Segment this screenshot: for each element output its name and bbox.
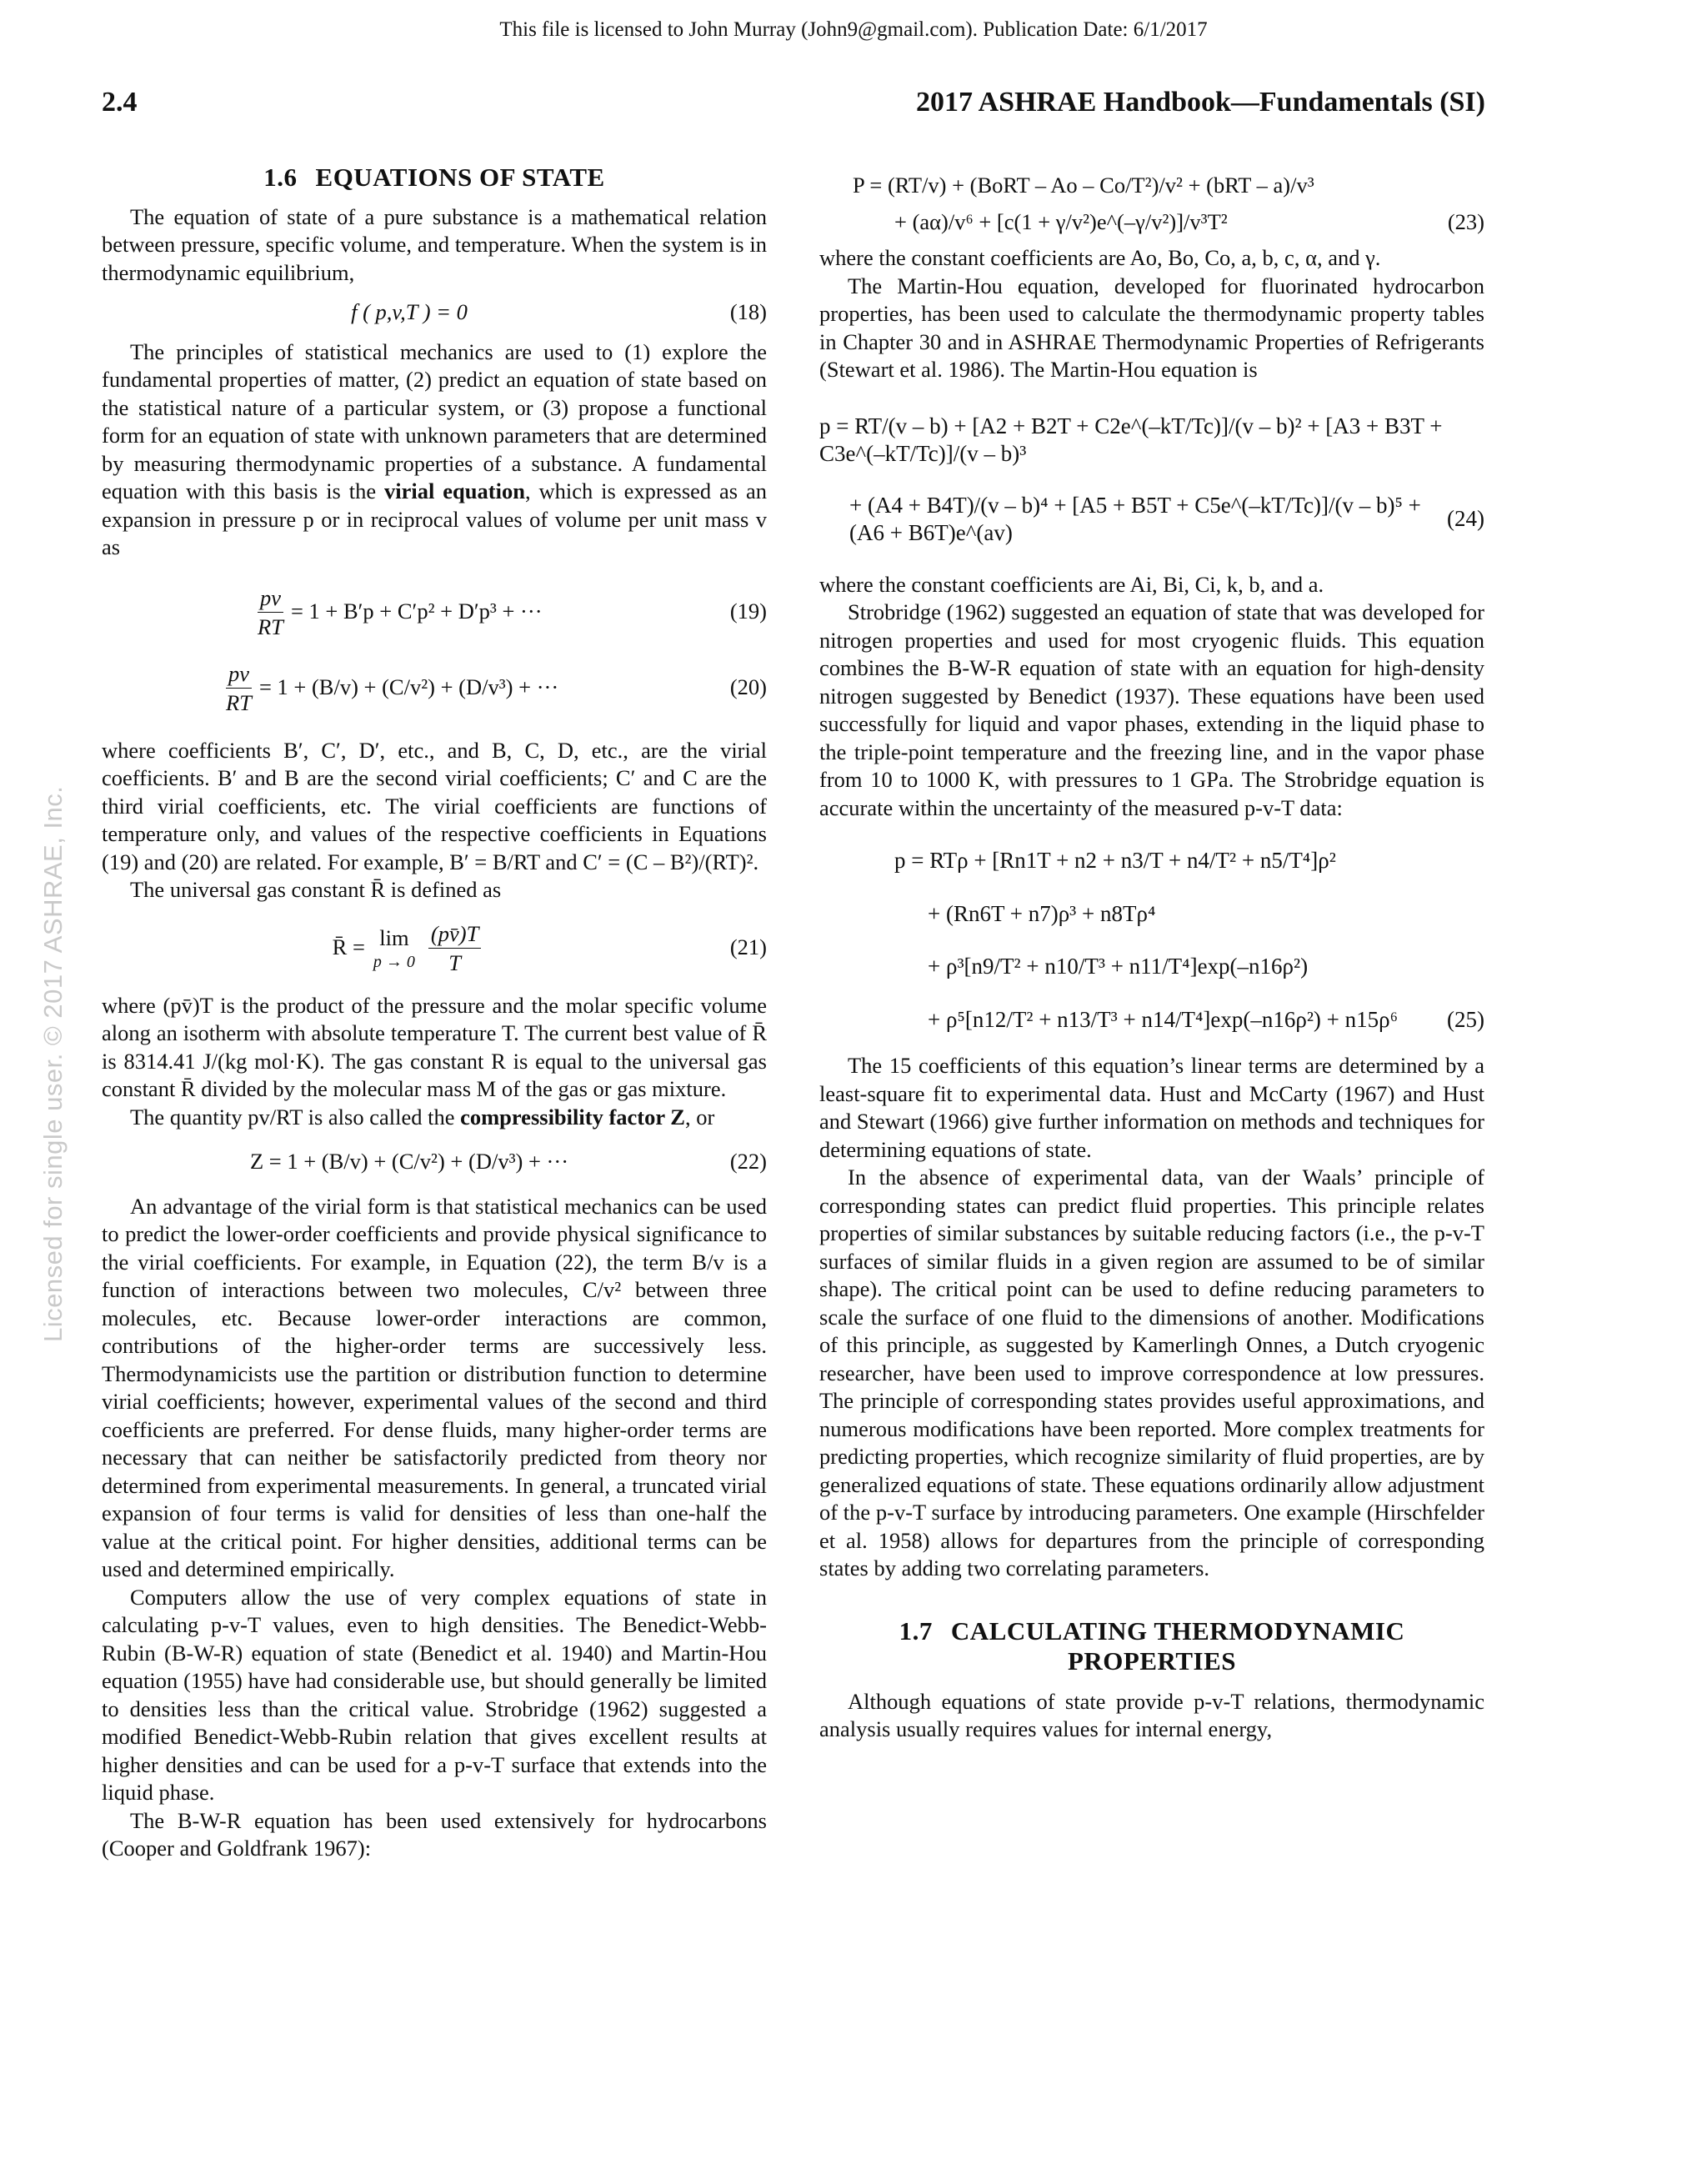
equation-number: (19) (729, 599, 767, 624)
equation-22 (102, 1148, 767, 1176)
equation-23 (819, 172, 1484, 236)
denominator: T (448, 949, 461, 975)
limit (373, 924, 415, 971)
numerator: pv (226, 659, 252, 689)
paragraph: An advantage of the virial form is that statistical mechanics can be used to predict the lower-order coefficients and provide physical significance to the virial coefficients. For example, in Equation (22), the term B/v is a function of interactions between two molecules, C/v² between three molecules, etc. Because lower-order interactions are common, contributions of the higher-order terms are successively less. Thermodynamicists use the partition or distribution function to determine virial coefficients; however, experimental values of the second and third coefficients are preferred. For dense fluids, many higher-order terms are necessary that can neither be satisfactorily predicted from theory nor determined from experimental measurements. In general, a truncated virial expansion of four terms is valid for densities of less than one-half the value at the critical point. For higher densities, additional terms can be used and determined empirically. (102, 1193, 767, 1581)
equation-line: + ρ³[n9/T² + n10/T³ + n11/T⁴]exp(–n16ρ²) (928, 954, 1309, 979)
section-heading-1-7 (819, 1616, 1484, 1676)
paragraph: Although equations of state provide p-v-T relations, thermodynamic analysis usually requires values for internal energy, (819, 1688, 1484, 1741)
paragraph: where coefficients B′, C′, D′, etc., and B, C, D, etc., are the virial coefficients. B′ and B are the second virial coefficients; C′ and C are the third virial coefficients, etc. The virial coefficients are functions of temperature only, and values of the respective coefficients in Equations (19) and (20) are related. For example, B′ = B/RT and C′ = (C – B²)/(RT)². (102, 737, 767, 874)
equation-line: p = RTρ + [Rn1T + n2 + n3/T + n4/T² + n5/T⁴]ρ² (894, 848, 1336, 873)
denominator: RT (226, 689, 252, 715)
bold-term: compressibility factor Z (460, 1104, 685, 1130)
text-run: The quantity pv/RT is also called the (130, 1104, 461, 1130)
side-license-watermark: Licensed for single user. © 2017 ASHRAE, Inc. (38, 785, 68, 1342)
equation-line: P = (RT/v) + (BoRT – Ao – Co/T²)/v² + (bRT – a)/v³ (853, 173, 1314, 198)
fraction (428, 919, 481, 977)
equation-number: (23) (1447, 208, 1484, 234)
equation-body: Z = 1 + (B/v) + (C/v²) + (D/v³) + ··· (249, 1149, 569, 1174)
limit-subscript: p → 0 (373, 952, 415, 971)
paragraph: where the constant coefficients are Ao, Bo, Co, a, b, c, α, and γ. (819, 245, 1381, 270)
equation-21 (102, 919, 767, 977)
paragraph: where the constant coefficients are Ai, Bi, Ci, k, b, and a. (819, 571, 1324, 597)
page-number: 2.4 (102, 87, 138, 118)
equation-rhs: = 1 + (B/v) + (C/v²) + (D/v³) + ··· (258, 674, 559, 700)
equation-20 (102, 659, 767, 717)
equation-rhs: = 1 + B′p + C′p² + D′p³ + ··· (290, 599, 543, 624)
equation-18 (102, 298, 767, 327)
section-title: EQUATIONS OF STATE (315, 163, 605, 192)
equation-number: (25) (1447, 1006, 1484, 1032)
equation-line: + (aα)/v⁶ + [c(1 + γ/v²)e^(–γ/v²)]/v³T² (894, 208, 1228, 234)
paragraph: Strobridge (1962) suggested an equation of state that was developed for nitrogen properties and used for most cryogenic fluids. This equation combines the B-W-R equation of state with an equation for high-density nitrogen suggested by Benedict (1937). These equations have been used successfully for liquid and vapor phases, extending in the liquid phase to the triple-point temperature and the freezing line, and in the vapor phase from 10 to 1000 K, with pressures to 1 GPa. The Strobridge equation is accurate within the uncertainty of the measured p-v-T data: (819, 599, 1484, 820)
section-number: 1.6 (263, 163, 298, 192)
paragraph: The universal gas constant R̄ is defined as (130, 877, 502, 902)
equation-body: f ( p,v,T ) = 0 (351, 299, 468, 324)
left-column (102, 158, 767, 1863)
paragraph: Computers allow the use of very complex equations of state in calculating p-v-T values, even to high densities. The Benedict-Webb-Rubin (B-W-R) equation of state (Benedict et al. 1940) and Martin-Hou equation (1955) have had considerable use, but should generally be limited to densities less than the critical value. Strobridge (1962) suggested a modified Benedict-Webb-Rubin relation that gives excellent results at higher densities and can be used for a p-v-T surface that extends into the liquid phase. (102, 1584, 767, 1805)
paragraph (102, 1104, 767, 1132)
section-title: CALCULATING THERMODYNAMIC PROPERTIES (950, 1615, 1405, 1676)
equation-number: (24) (1447, 506, 1484, 532)
equation-number: (20) (729, 674, 767, 700)
text-run: , which is expressed as an expansion in pressure p or in reciprocal values of volume per unit mass v as (102, 478, 768, 559)
text-run: , or (684, 1104, 715, 1130)
equation-19 (102, 584, 767, 641)
section-number: 1.7 (899, 1615, 933, 1646)
equation-24 (819, 413, 1484, 548)
fraction (255, 584, 286, 641)
equation-number: (21) (729, 934, 767, 960)
section-heading-1-6 (102, 163, 767, 192)
numerator: pv (258, 584, 283, 613)
paragraph (102, 338, 767, 562)
numerator: (pv̄)T (428, 919, 481, 949)
equation-line: + (A4 + B4T)/(v – b)⁴ + [A5 + B5T + C5e^(–kT/Tc)]/(v – b)⁵ + (A6 + B6T)e^(av) (849, 492, 1421, 545)
license-notice: This file is licensed to John Murray (John9@gmail.com). Publication Date: 6/1/2017 (499, 18, 1208, 41)
equation-number: (18) (729, 299, 767, 324)
denominator: RT (258, 614, 283, 639)
paragraph: The equation of state of a pure substance is a mathematical relation between pressure, specific volume, and temperature. When the system is in thermodynamic equilibrium, (102, 203, 767, 285)
bold-term: virial equation (384, 478, 525, 503)
equation-line: + (Rn6T + n7)ρ³ + n8Tρ⁴ (928, 900, 1156, 926)
equation-line: p = RT/(v – b) + [A2 + B2T + C2e^(–kT/Tc)]/(v – b)² + [A3 + B3T + C3e^(–kT/Tc)]/(v – b)³ (819, 413, 1443, 466)
equation-number: (22) (729, 1149, 767, 1174)
right-column (819, 163, 1484, 1744)
equation-25 (819, 847, 1484, 1034)
paragraph: The 15 coefficients of this equation’s linear terms are determined by a least-square fit to experimental data. Hust and McCarty (1967) and Hust and Stewart (1966) give further information on methods and techniques for determining equations of state. (819, 1053, 1484, 1162)
equation-line: + ρ⁵[n12/T² + n13/T³ + n14/T⁴]exp(–n16ρ²) + n15ρ⁶ (928, 1006, 1399, 1032)
limit-operator: lim (379, 925, 409, 951)
running-head: 2017 ASHRAE Handbook—Fundamentals (SI) (915, 87, 1485, 118)
paragraph: where (pv̄)T is the product of the pressure and the molar specific volume along an isotherm with absolute temperature T. The current best value of R̄ is 8314.41 J/(kg mol·K). The gas constant R is equal to the universal gas constant R̄ divided by the molecular mass M of the gas or gas mixture. (102, 992, 767, 1101)
equation-lhs: R̄ = (332, 934, 365, 960)
paragraph: In the absence of experimental data, van der Waals’ principle of corresponding states can predict fluid properties. This principle relates properties of similar substances by suitable reducing factors (i.e., the p-v-T surfaces of similar fluids in a given region are assumed to be of similar shape). The critical point can be used to define reducing parameters to scale the surface of one fluid to the dimensions of another. Modifications of this principle, as suggested by Kamerlingh Onnes, a Dutch cryogenic researcher, have been used to improve correspondence at low pressures. The principle of corresponding states provides useful approximations, and numerous modifications have been reported. More complex treatments for predicting properties, which recognize similarity of fluid properties, are by generalized equations of state. These equations ordinarily allow adjustment of the p-v-T surface by introducing parameters. One example (Hirschfelder et al. 1958) allows for departures from the principle of corresponding states by adding two correlating parameters. (819, 1165, 1484, 1580)
paragraph: The Martin-Hou equation, developed for fluorinated hydrocarbon properties, has been used to calculate the thermodynamic property tables in Chapter 30 and in ASHRAE Thermodynamic Properties of Refrigerants (Stewart et al. 1986). The Martin-Hou equation is (819, 273, 1484, 382)
fraction (223, 659, 254, 717)
paragraph: The B-W-R equation has been used extensively for hydrocarbons (Cooper and Goldfrank 1967): (102, 1807, 767, 1861)
text-run: The principles of statistical mechanics are used to (1) explore the fundamental properties of matter, (2) predict an equation of state based on the statistical nature of a particular system, or (3) propose a functional form for an equation of state with unknown parameters that are determined by measuring thermodynamic properties of a substance. A fundamental equation with this basis is the (102, 338, 767, 503)
